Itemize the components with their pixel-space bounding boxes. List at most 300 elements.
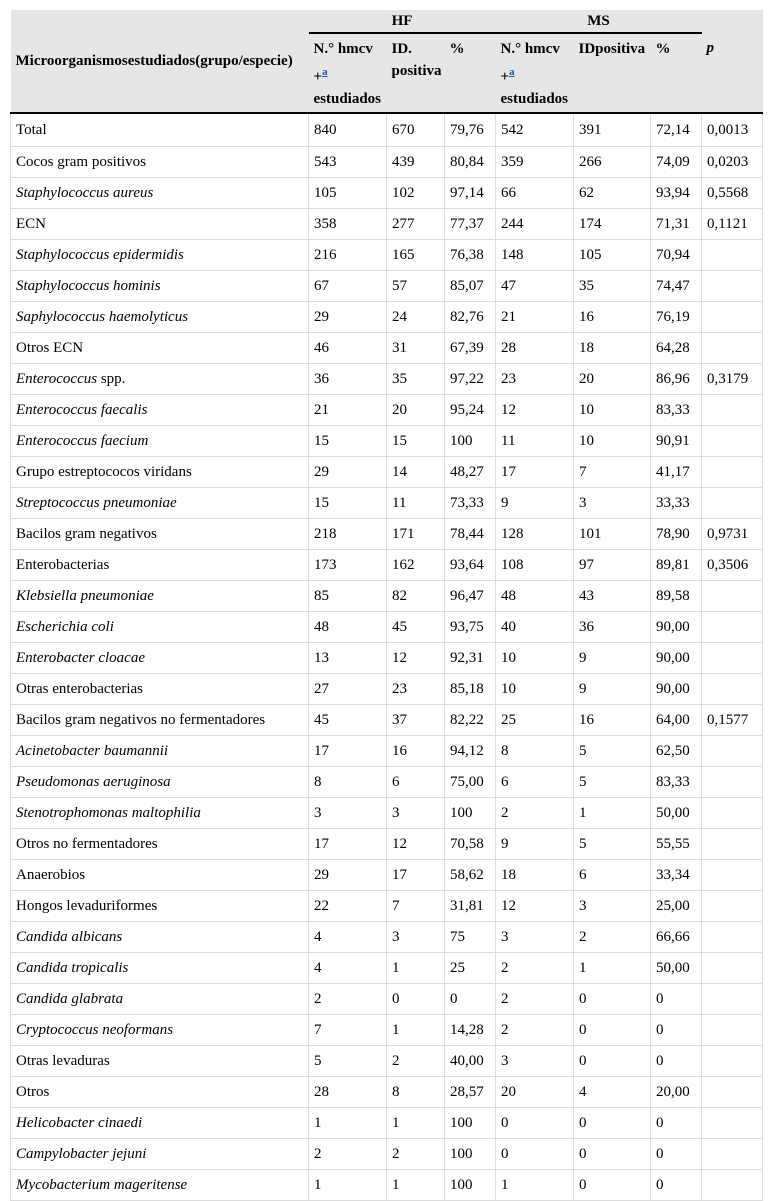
table-row [11,643,763,674]
cell-hf-pct: 85,18 [445,674,496,705]
cell-ms-n: 11 [496,426,574,457]
cell-ms-n: 2 [496,953,574,984]
cell-p: 0,0203 [702,147,763,178]
table-row [11,922,763,953]
cell-ms-id: 1 [574,953,651,984]
cell-organism: Klebsiella pneumoniae [11,581,309,612]
header-organism: Microorganismosestudiados(grupo/especie) [11,10,309,113]
cell-hf-pct: 40,00 [445,1046,496,1077]
table-row [11,1108,763,1139]
cell-organism: Otras enterobacterias [11,674,309,705]
cell-hf-n: 3 [309,798,387,829]
cell-hf-pct: 77,37 [445,209,496,240]
cell-organism: Stenotrophomonas maltophilia [11,798,309,829]
cell-hf-n: 2 [309,1139,387,1170]
header-hf-id: ID. positiva [387,33,445,113]
cell-organism: Otros [11,1077,309,1108]
cell-hf-id: 165 [387,240,445,271]
table-row [11,395,763,426]
cell-hf-id: 12 [387,643,445,674]
cell-p [702,581,763,612]
cell-ms-n: 8 [496,736,574,767]
table-row [11,891,763,922]
table-row [11,798,763,829]
cell-hf-pct: 76,38 [445,240,496,271]
table-row [11,333,763,364]
cell-hf-pct: 70,58 [445,829,496,860]
table-row [11,705,763,736]
cell-organism: Cocos gram positivos [11,147,309,178]
cell-hf-n: 8 [309,767,387,798]
footnote-link[interactable]: a [509,66,515,78]
cell-ms-pct: 0 [651,984,702,1015]
cell-hf-id: 3 [387,798,445,829]
table-row [11,953,763,984]
table-row [11,302,763,333]
cell-hf-id: 1 [387,1108,445,1139]
cell-organism: Staphylococcus aureus [11,178,309,209]
cell-ms-n: 28 [496,333,574,364]
table-row [11,860,763,891]
cell-ms-n: 17 [496,457,574,488]
header-ms-pct: % [651,33,702,113]
cell-hf-id: 7 [387,891,445,922]
cell-hf-n: 173 [309,550,387,581]
cell-organism: Candida albicans [11,922,309,953]
cell-ms-n: 108 [496,550,574,581]
cell-hf-id: 162 [387,550,445,581]
cell-ms-id: 97 [574,550,651,581]
table-row [11,1046,763,1077]
cell-ms-n: 18 [496,860,574,891]
cell-p: 0,1577 [702,705,763,736]
cell-ms-n: 21 [496,302,574,333]
cell-hf-id: 277 [387,209,445,240]
cell-ms-id: 5 [574,829,651,860]
cell-hf-id: 15 [387,426,445,457]
header-hf-pct: % [445,33,496,113]
cell-hf-n: 29 [309,457,387,488]
cell-ms-id: 36 [574,612,651,643]
cell-hf-pct: 96,47 [445,581,496,612]
table-row [11,581,763,612]
cell-p [702,1015,763,1046]
cell-p [702,1108,763,1139]
cell-hf-id: 20 [387,395,445,426]
table-header [11,10,763,113]
cell-hf-pct: 82,22 [445,705,496,736]
cell-organism: Enterococcus spp. [11,364,309,395]
table-row [11,612,763,643]
data-table [10,10,763,1201]
cell-ms-n: 40 [496,612,574,643]
cell-p: 0,3179 [702,364,763,395]
cell-p [702,612,763,643]
table-row [11,767,763,798]
cell-ms-id: 101 [574,519,651,550]
cell-hf-n: 15 [309,488,387,519]
cell-hf-pct: 85,07 [445,271,496,302]
cell-ms-id: 391 [574,113,651,147]
cell-ms-id: 6 [574,860,651,891]
header-blank [702,10,763,33]
cell-hf-id: 12 [387,829,445,860]
cell-ms-pct: 55,55 [651,829,702,860]
cell-p [702,891,763,922]
cell-hf-pct: 95,24 [445,395,496,426]
cell-ms-n: 128 [496,519,574,550]
cell-ms-n: 2 [496,984,574,1015]
cell-ms-n: 542 [496,113,574,147]
cell-ms-id: 10 [574,426,651,457]
cell-p [702,426,763,457]
cell-hf-pct: 75 [445,922,496,953]
cell-hf-n: 48 [309,612,387,643]
cell-hf-n: 4 [309,953,387,984]
cell-ms-n: 12 [496,395,574,426]
cell-organism: Grupo estreptococos viridans [11,457,309,488]
table-row [11,984,763,1015]
cell-ms-id: 0 [574,1139,651,1170]
header-ms-n: N.° hmcv +$^a$ estudiados [496,33,574,113]
cell-hf-id: 23 [387,674,445,705]
cell-hf-n: 29 [309,302,387,333]
cell-hf-id: 2 [387,1139,445,1170]
cell-hf-id: 82 [387,581,445,612]
cell-ms-n: 148 [496,240,574,271]
table-row [11,550,763,581]
cell-hf-n: 45 [309,705,387,736]
cell-organism: Campylobacter jejuni [11,1139,309,1170]
cell-hf-n: 13 [309,643,387,674]
cell-p: 0,3506 [702,550,763,581]
cell-hf-pct: 93,64 [445,550,496,581]
cell-organism: Saphylococcus haemolyticus [11,302,309,333]
cell-ms-id: 20 [574,364,651,395]
cell-hf-n: 5 [309,1046,387,1077]
cell-ms-n: 2 [496,1015,574,1046]
cell-ms-pct: 89,58 [651,581,702,612]
cell-hf-n: 17 [309,736,387,767]
cell-ms-n: 359 [496,147,574,178]
cell-ms-id: 7 [574,457,651,488]
cell-ms-n: 3 [496,1046,574,1077]
cell-hf-id: 14 [387,457,445,488]
cell-ms-n: 20 [496,1077,574,1108]
table-body [11,113,763,1201]
cell-hf-id: 6 [387,767,445,798]
cell-hf-id: 37 [387,705,445,736]
cell-organism: Acinetobacter baumannii [11,736,309,767]
cell-organism: Anaerobios [11,860,309,891]
cell-organism: Bacilos gram negativos no fermentadores [11,705,309,736]
cell-ms-pct: 33,34 [651,860,702,891]
cell-hf-pct: 48,27 [445,457,496,488]
cell-p [702,798,763,829]
cell-hf-pct: 93,75 [445,612,496,643]
cell-ms-id: 9 [574,674,651,705]
cell-p [702,643,763,674]
cell-organism: Pseudomonas aeruginosa [11,767,309,798]
table-row [11,457,763,488]
cell-hf-n: 218 [309,519,387,550]
cell-ms-id: 5 [574,736,651,767]
table-row [11,240,763,271]
cell-hf-n: 46 [309,333,387,364]
cell-ms-id: 266 [574,147,651,178]
cell-hf-id: 16 [387,736,445,767]
table-row [11,147,763,178]
cell-ms-pct: 66,66 [651,922,702,953]
cell-organism: Hongos levaduriformes [11,891,309,922]
header-group-hf: HF [309,10,496,33]
cell-p [702,767,763,798]
cell-p [702,1046,763,1077]
header-ms-id: IDpositiva [574,33,651,113]
cell-ms-id: 3 [574,488,651,519]
cell-organism: Helicobacter cinaedi [11,1108,309,1139]
cell-hf-id: 1 [387,953,445,984]
cell-p [702,1077,763,1108]
footnote-link[interactable]: a [322,66,328,78]
cell-hf-id: 1 [387,1015,445,1046]
cell-hf-pct: 100 [445,1170,496,1201]
cell-p [702,984,763,1015]
cell-hf-id: 439 [387,147,445,178]
cell-hf-id: 670 [387,113,445,147]
cell-ms-id: 105 [574,240,651,271]
cell-organism: Staphylococcus epidermidis [11,240,309,271]
cell-ms-pct: 0 [651,1139,702,1170]
table-row [11,1015,763,1046]
cell-ms-pct: 78,90 [651,519,702,550]
table-row [11,736,763,767]
cell-hf-n: 21 [309,395,387,426]
cell-hf-n: 67 [309,271,387,302]
table-row [11,488,763,519]
cell-ms-pct: 90,00 [651,674,702,705]
cell-ms-pct: 0 [651,1015,702,1046]
cell-organism: Enterococcus faecium [11,426,309,457]
cell-ms-n: 6 [496,767,574,798]
cell-hf-n: 1 [309,1170,387,1201]
cell-ms-pct: 90,00 [651,612,702,643]
cell-p [702,271,763,302]
cell-hf-pct: 94,12 [445,736,496,767]
cell-p: 0,9731 [702,519,763,550]
cell-hf-pct: 92,31 [445,643,496,674]
cell-p [702,953,763,984]
cell-ms-pct: 64,28 [651,333,702,364]
cell-organism: Escherichia coli [11,612,309,643]
table-row [11,519,763,550]
cell-hf-id: 17 [387,860,445,891]
cell-p [702,1170,763,1201]
cell-ms-n: 1 [496,1170,574,1201]
cell-ms-n: 10 [496,643,574,674]
cell-ms-n: 0 [496,1139,574,1170]
cell-organism: Cryptococcus neoformans [11,1015,309,1046]
cell-organism: Otras levaduras [11,1046,309,1077]
cell-hf-pct: 67,39 [445,333,496,364]
cell-hf-pct: 31,81 [445,891,496,922]
cell-ms-pct: 90,91 [651,426,702,457]
cell-ms-n: 23 [496,364,574,395]
cell-hf-n: 27 [309,674,387,705]
cell-organism: Streptococcus pneumoniae [11,488,309,519]
cell-ms-id: 62 [574,178,651,209]
cell-hf-n: 7 [309,1015,387,1046]
table-row [11,426,763,457]
cell-ms-pct: 64,00 [651,705,702,736]
cell-p [702,488,763,519]
cell-ms-pct: 0 [651,1170,702,1201]
cell-ms-pct: 93,94 [651,178,702,209]
cell-ms-id: 3 [574,891,651,922]
cell-ms-n: 9 [496,829,574,860]
cell-hf-id: 35 [387,364,445,395]
cell-hf-id: 45 [387,612,445,643]
cell-organism: Bacilos gram negativos [11,519,309,550]
cell-hf-id: 57 [387,271,445,302]
cell-ms-id: 2 [574,922,651,953]
cell-hf-pct: 97,22 [445,364,496,395]
cell-hf-id: 1 [387,1170,445,1201]
cell-ms-id: 4 [574,1077,651,1108]
cell-organism: Enterobacterias [11,550,309,581]
cell-ms-pct: 74,09 [651,147,702,178]
cell-ms-pct: 62,50 [651,736,702,767]
cell-organism: Enterococcus faecalis [11,395,309,426]
cell-hf-pct: 80,84 [445,147,496,178]
cell-ms-id: 1 [574,798,651,829]
cell-hf-pct: 100 [445,426,496,457]
cell-ms-pct: 50,00 [651,798,702,829]
cell-ms-n: 9 [496,488,574,519]
cell-organism: Otros no fermentadores [11,829,309,860]
cell-ms-pct: 90,00 [651,643,702,674]
cell-ms-id: 0 [574,1015,651,1046]
cell-ms-pct: 25,00 [651,891,702,922]
cell-hf-pct: 75,00 [445,767,496,798]
table-row [11,113,763,147]
cell-hf-pct: 25 [445,953,496,984]
cell-hf-n: 15 [309,426,387,457]
cell-ms-pct: 0 [651,1046,702,1077]
cell-hf-pct: 58,62 [445,860,496,891]
table-row [11,829,763,860]
cell-ms-id: 0 [574,1170,651,1201]
cell-hf-id: 31 [387,333,445,364]
cell-organism: Candida glabrata [11,984,309,1015]
cell-ms-pct: 50,00 [651,953,702,984]
cell-ms-id: 10 [574,395,651,426]
cell-ms-n: 12 [496,891,574,922]
cell-hf-id: 171 [387,519,445,550]
cell-hf-pct: 73,33 [445,488,496,519]
cell-organism: Mycobacterium mageritense [11,1170,309,1201]
cell-ms-n: 0 [496,1108,574,1139]
cell-hf-n: 28 [309,1077,387,1108]
table-row [11,674,763,705]
cell-hf-pct: 100 [445,798,496,829]
cell-hf-id: 8 [387,1077,445,1108]
cell-p [702,240,763,271]
cell-ms-pct: 76,19 [651,302,702,333]
cell-ms-pct: 33,33 [651,488,702,519]
cell-p [702,922,763,953]
cell-p [702,457,763,488]
cell-ms-pct: 89,81 [651,550,702,581]
cell-hf-id: 11 [387,488,445,519]
header-hf-n: N.° hmcv +$^a$ estudiados [309,33,387,113]
cell-ms-n: 10 [496,674,574,705]
cell-p [702,829,763,860]
cell-ms-n: 25 [496,705,574,736]
cell-ms-n: 244 [496,209,574,240]
cell-hf-id: 2 [387,1046,445,1077]
cell-p [702,860,763,891]
cell-hf-pct: 78,44 [445,519,496,550]
cell-hf-n: 22 [309,891,387,922]
cell-ms-pct: 83,33 [651,395,702,426]
table-row [11,209,763,240]
table-row [11,178,763,209]
header-group-ms: MS [496,10,702,33]
cell-hf-id: 3 [387,922,445,953]
cell-ms-id: 0 [574,1108,651,1139]
table-row [11,364,763,395]
cell-organism: Otros ECN [11,333,309,364]
cell-hf-pct: 28,57 [445,1077,496,1108]
cell-hf-n: 105 [309,178,387,209]
cell-p [702,674,763,705]
cell-hf-id: 102 [387,178,445,209]
cell-ms-pct: 74,47 [651,271,702,302]
cell-p [702,395,763,426]
cell-ms-id: 43 [574,581,651,612]
cell-hf-n: 2 [309,984,387,1015]
cell-ms-pct: 72,14 [651,113,702,147]
cell-ms-pct: 41,17 [651,457,702,488]
cell-ms-pct: 20,00 [651,1077,702,1108]
cell-hf-n: 1 [309,1108,387,1139]
cell-ms-id: 18 [574,333,651,364]
cell-hf-pct: 14,28 [445,1015,496,1046]
cell-hf-pct: 79,76 [445,113,496,147]
cell-ms-n: 66 [496,178,574,209]
table-row [11,1139,763,1170]
cell-ms-n: 47 [496,271,574,302]
cell-hf-n: 358 [309,209,387,240]
cell-ms-id: 35 [574,271,651,302]
cell-ms-id: 0 [574,984,651,1015]
cell-ms-pct: 70,94 [651,240,702,271]
cell-organism: Total [11,113,309,147]
cell-hf-n: 543 [309,147,387,178]
cell-hf-n: 17 [309,829,387,860]
table-row [11,1077,763,1108]
cell-ms-pct: 86,96 [651,364,702,395]
cell-hf-n: 216 [309,240,387,271]
cell-hf-n: 840 [309,113,387,147]
cell-ms-n: 48 [496,581,574,612]
cell-organism: Staphylococcus hominis [11,271,309,302]
cell-ms-id: 9 [574,643,651,674]
cell-organism: ECN [11,209,309,240]
cell-hf-n: 85 [309,581,387,612]
cell-p: 0,0013 [702,113,763,147]
